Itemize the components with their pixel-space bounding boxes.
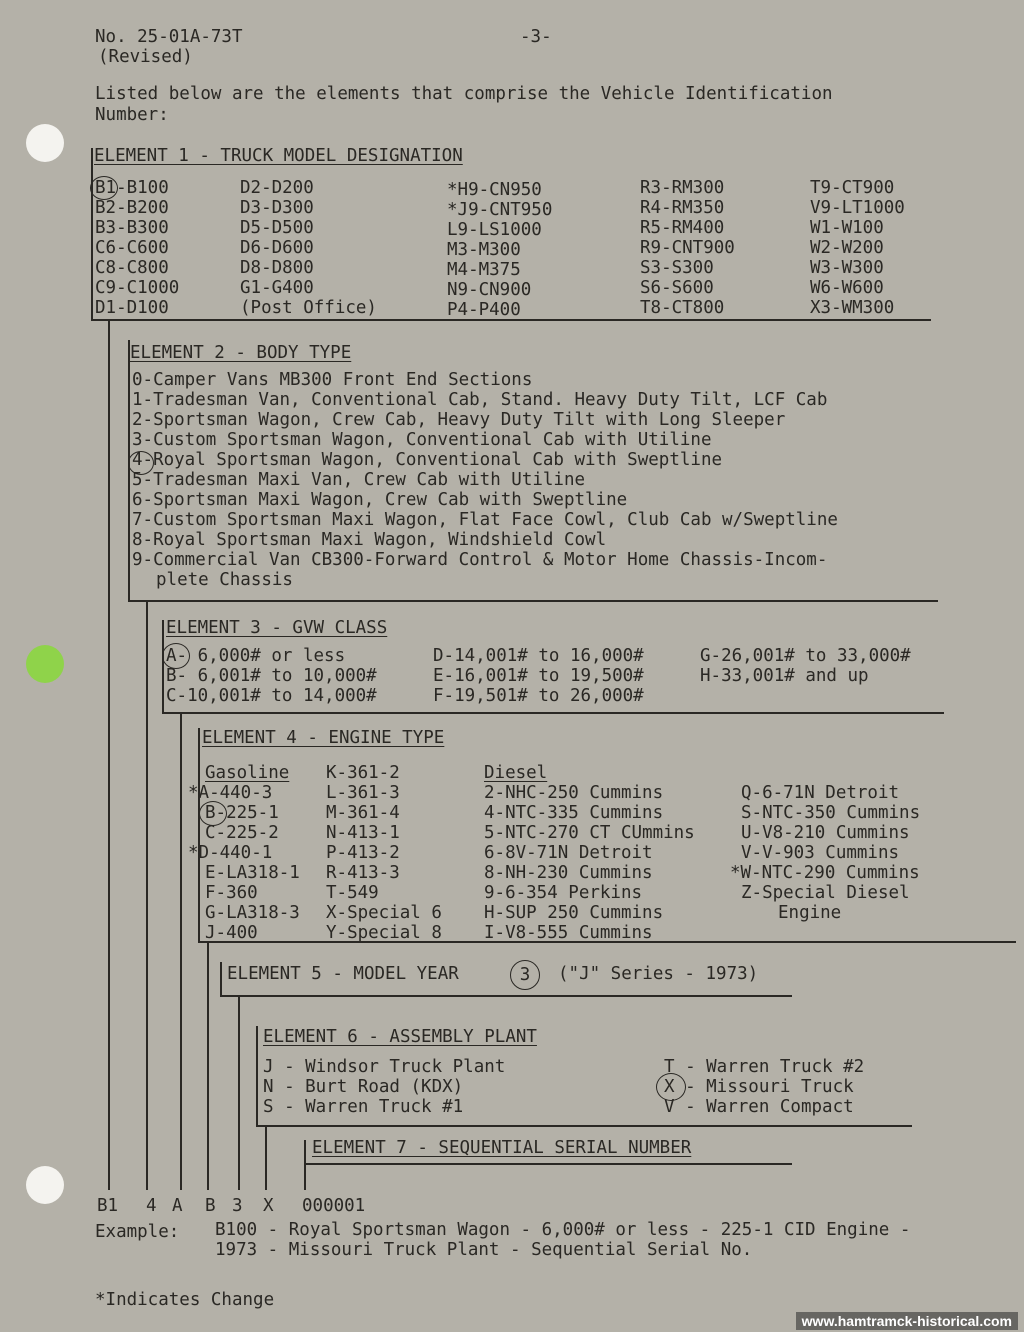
selection-circle — [90, 176, 118, 200]
element2-list — [132, 370, 838, 590]
engine-code: B-225-1 — [205, 803, 279, 823]
watermark: www.hamtramck-historical.com — [796, 1312, 1018, 1330]
element4-title: ELEMENT 4 - ENGINE TYPE — [202, 728, 445, 748]
engine-code: I-V8-555 Cummins — [484, 923, 653, 943]
model-code: D2-D200 — [240, 178, 314, 198]
gvw-class: B- 6,001# to 10,000# — [166, 666, 377, 686]
example-line-2: 1973 - Missouri Truck Plant - Sequential Serial No. — [215, 1240, 753, 1260]
binder-hole — [26, 1166, 64, 1204]
engine-code: V-V-903 Cummins — [741, 843, 900, 863]
example-label: Example: — [95, 1222, 180, 1242]
engine-code: H-SUP 250 Cummins — [484, 903, 664, 923]
assembly-plants-left — [263, 1057, 505, 1117]
model-code: *H9-CN950 — [447, 180, 542, 200]
engine-code: 5-NTC-270 CT CUmmins — [484, 823, 695, 843]
footnote: *Indicates Change — [95, 1290, 275, 1310]
model-code: M3-M300 — [447, 240, 521, 260]
model-code: B2-B200 — [95, 198, 169, 218]
element1-column-2 — [240, 178, 377, 318]
model-code: S6-S600 — [640, 278, 714, 298]
tree-line-element1 — [108, 320, 110, 1190]
model-year-series: ("J" Series - 1973) — [558, 964, 759, 984]
engine-code: Engine — [778, 903, 842, 923]
body-type-item: 8-Royal Sportsman Maxi Wagon, Windshield Cowl — [132, 530, 607, 550]
element2-bottom-rule — [128, 600, 938, 602]
element5-left-rule — [220, 962, 222, 996]
assembly-plant: S - Warren Truck #1 — [263, 1097, 464, 1117]
element3-left-rule — [162, 620, 164, 714]
model-code: (Post Office) — [240, 298, 377, 318]
selection-circle — [162, 643, 190, 669]
engine-code: Q-6-71N Detroit — [741, 783, 900, 803]
engine-code: T-549 — [326, 883, 379, 903]
element6-left-rule — [256, 1026, 258, 1126]
element7-title: ELEMENT 7 - SEQUENTIAL SERIAL NUMBER — [312, 1138, 692, 1158]
engine-code: K-361-2 — [326, 763, 400, 783]
engine-code: *A-440-3 — [188, 783, 273, 803]
element3-column-2 — [433, 646, 644, 706]
engine-code: U-V8-210 Cummins — [741, 823, 910, 843]
assembly-plant: J - Windsor Truck Plant — [263, 1057, 506, 1077]
body-type-item: plete Chassis — [156, 570, 293, 590]
model-code: C8-C800 — [95, 258, 169, 278]
engine-code: M-361-4 — [326, 803, 400, 823]
model-code: X3-WM300 — [810, 298, 895, 318]
body-type-item: 0-Camper Vans MB300 Front End Sections — [132, 370, 533, 390]
engine-code: G-LA318-3 — [205, 903, 300, 923]
element3-title: ELEMENT 3 - GVW CLASS — [166, 618, 388, 638]
model-code: R5-RM400 — [640, 218, 725, 238]
element3-bottom-rule — [162, 712, 944, 714]
vin-element-5: 3 — [232, 1196, 243, 1216]
revised-label: (Revised) — [98, 47, 193, 67]
engine-code: L-361-3 — [326, 783, 400, 803]
engine-code: R-413-3 — [326, 863, 400, 883]
body-type-item: 3-Custom Sportsman Wagon, Conventional Cab with Utiline — [132, 430, 712, 450]
engine-code: S-NTC-350 Cummins — [741, 803, 921, 823]
vin-element-1: B1 — [97, 1196, 119, 1216]
body-type-item: 5-Tradesman Maxi Van, Crew Cab with Utiline — [132, 470, 586, 490]
element7-bottom-rule — [304, 1163, 792, 1165]
selection-circle — [656, 1073, 686, 1101]
binder-hole — [26, 124, 64, 162]
diesel-heading: Diesel — [484, 763, 548, 783]
model-code: C6-C600 — [95, 238, 169, 258]
intro-line-2: Number: — [95, 105, 169, 125]
element1-left-rule — [91, 148, 93, 320]
model-code: D8-D800 — [240, 258, 314, 278]
selection-circle — [128, 451, 154, 475]
vin-element-7: 000001 — [302, 1196, 366, 1216]
model-code: D6-D600 — [240, 238, 314, 258]
engine-code: N-413-1 — [326, 823, 400, 843]
assembly-plant: N - Burt Road (KDX) — [263, 1077, 464, 1097]
model-code: W1-W100 — [810, 218, 884, 238]
vin-element-2: 4 — [146, 1196, 157, 1216]
engine-code: 8-NH-230 Cummins — [484, 863, 653, 883]
engine-code: C-225-2 — [205, 823, 279, 843]
element2-title: ELEMENT 2 - BODY TYPE — [130, 343, 352, 363]
model-code: S3-S300 — [640, 258, 714, 278]
body-type-item: 9-Commercial Van CB300-Forward Control & Motor Home Chassis-Incom- — [132, 550, 828, 570]
element1-column-3 — [447, 180, 552, 320]
engine-code: E-LA318-1 — [205, 863, 300, 883]
engine-code: X-Special 6 — [326, 903, 442, 923]
element3-column-1 — [166, 646, 377, 706]
model-code: T8-CT800 — [640, 298, 725, 318]
model-code: B1-B100 — [95, 178, 169, 198]
model-code: D3-D300 — [240, 198, 314, 218]
engine-code: *D-440-1 — [188, 843, 273, 863]
example-line-1: B100 - Royal Sportsman Wagon - 6,000# or less - 225-1 CID Engine - — [215, 1220, 911, 1240]
engine-code: P-413-2 — [326, 843, 400, 863]
body-type-item: 2-Sportsman Wagon, Crew Cab, Heavy Duty Tilt with Long Sleeper — [132, 410, 786, 430]
model-code: P4-P400 — [447, 300, 521, 320]
diesel-engines-2 — [730, 783, 920, 923]
tree-line-element2 — [146, 602, 148, 1190]
element5-bottom-rule — [220, 995, 792, 997]
element1-column-5 — [810, 178, 905, 318]
gasoline-heading: Gasoline — [205, 763, 290, 783]
model-code: T9-CT900 — [810, 178, 895, 198]
model-code: R4-RM350 — [640, 198, 725, 218]
model-code: W2-W200 — [810, 238, 884, 258]
assembly-plant: V - Warren Compact — [664, 1097, 854, 1117]
page-number: -3- — [520, 27, 552, 47]
gvw-class: A- 6,000# or less — [166, 646, 346, 666]
element1-column-4 — [640, 178, 735, 318]
element1-title: ELEMENT 1 - TRUCK MODEL DESIGNATION — [94, 146, 463, 166]
model-code: *J9-CNT950 — [447, 200, 553, 220]
engine-code: Y-Special 8 — [326, 923, 442, 943]
engine-code: 4-NTC-335 Cummins — [484, 803, 664, 823]
intro-line-1: Listed below are the elements that comprise the Vehicle Identification — [95, 84, 833, 104]
vin-element-4: B — [205, 1196, 216, 1216]
element2-left-rule — [128, 340, 130, 602]
vin-element-6: X — [263, 1196, 274, 1216]
model-code: L9-LS1000 — [447, 220, 542, 240]
assembly-plants-right — [664, 1057, 864, 1117]
model-code: B3-B300 — [95, 218, 169, 238]
gasoline-engines-2 — [326, 763, 442, 943]
model-year-code: 3 — [510, 960, 540, 990]
gvw-class: G-26,001# to 33,000# — [700, 646, 911, 666]
model-code: W6-W600 — [810, 278, 884, 298]
gvw-class: H-33,001# and up — [700, 666, 869, 686]
model-code: C9-C1000 — [95, 278, 180, 298]
tree-line-element4 — [207, 942, 209, 1190]
diesel-engines — [484, 783, 695, 943]
gvw-class: C-10,001# to 14,000# — [166, 686, 377, 706]
model-code: W3-W300 — [810, 258, 884, 278]
gvw-class: D-14,001# to 16,000# — [433, 646, 644, 666]
binder-hole-green — [26, 645, 64, 683]
engine-code: F-360 — [205, 883, 258, 903]
gvw-class: E-16,001# to 19,500# — [433, 666, 644, 686]
tree-line-element6 — [265, 1126, 267, 1190]
element7-left-rule — [304, 1140, 306, 1190]
model-code: D5-D500 — [240, 218, 314, 238]
model-code: D1-D100 — [95, 298, 169, 318]
engine-code: Z-Special Diesel — [741, 883, 910, 903]
model-code: R9-CNT900 — [640, 238, 735, 258]
body-type-item: 6-Sportsman Maxi Wagon, Crew Cab with Sweptline — [132, 490, 628, 510]
assembly-plant: X - Missouri Truck — [664, 1077, 854, 1097]
model-code: G1-G400 — [240, 278, 314, 298]
engine-code: J-400 — [205, 923, 258, 943]
model-code: M4-M375 — [447, 260, 521, 280]
element3-column-3 — [700, 646, 911, 686]
vin-element-3: A — [172, 1196, 183, 1216]
body-type-item: 4-Royal Sportsman Wagon, Conventional Cab with Sweptline — [132, 450, 723, 470]
engine-code: *W-NTC-290 Cummins — [730, 863, 920, 883]
engine-code: 2-NHC-250 Cummins — [484, 783, 664, 803]
element5-title: ELEMENT 5 - MODEL YEAR — [227, 964, 459, 984]
engine-code: 6-8V-71N Detroit — [484, 843, 653, 863]
model-code: R3-RM300 — [640, 178, 725, 198]
assembly-plant: T - Warren Truck #2 — [664, 1057, 865, 1077]
body-type-item: 1-Tradesman Van, Conventional Cab, Stand. Heavy Duty Tilt, LCF Cab — [132, 390, 828, 410]
engine-code: 9-6-354 Perkins — [484, 883, 643, 903]
tree-line-element5 — [238, 996, 240, 1190]
model-code: V9-LT1000 — [810, 198, 905, 218]
tree-line-element3 — [180, 714, 182, 1190]
element6-bottom-rule — [256, 1125, 912, 1127]
selection-circle — [199, 801, 227, 826]
model-code: N9-CN900 — [447, 280, 532, 300]
gvw-class: F-19,501# to 26,000# — [433, 686, 644, 706]
doc-number: No. 25-01A-73T — [95, 27, 243, 47]
element6-title: ELEMENT 6 - ASSEMBLY PLANT — [263, 1027, 537, 1047]
body-type-item: 7-Custom Sportsman Maxi Wagon, Flat Face Cowl, Club Cab w/Sweptline — [132, 510, 838, 530]
